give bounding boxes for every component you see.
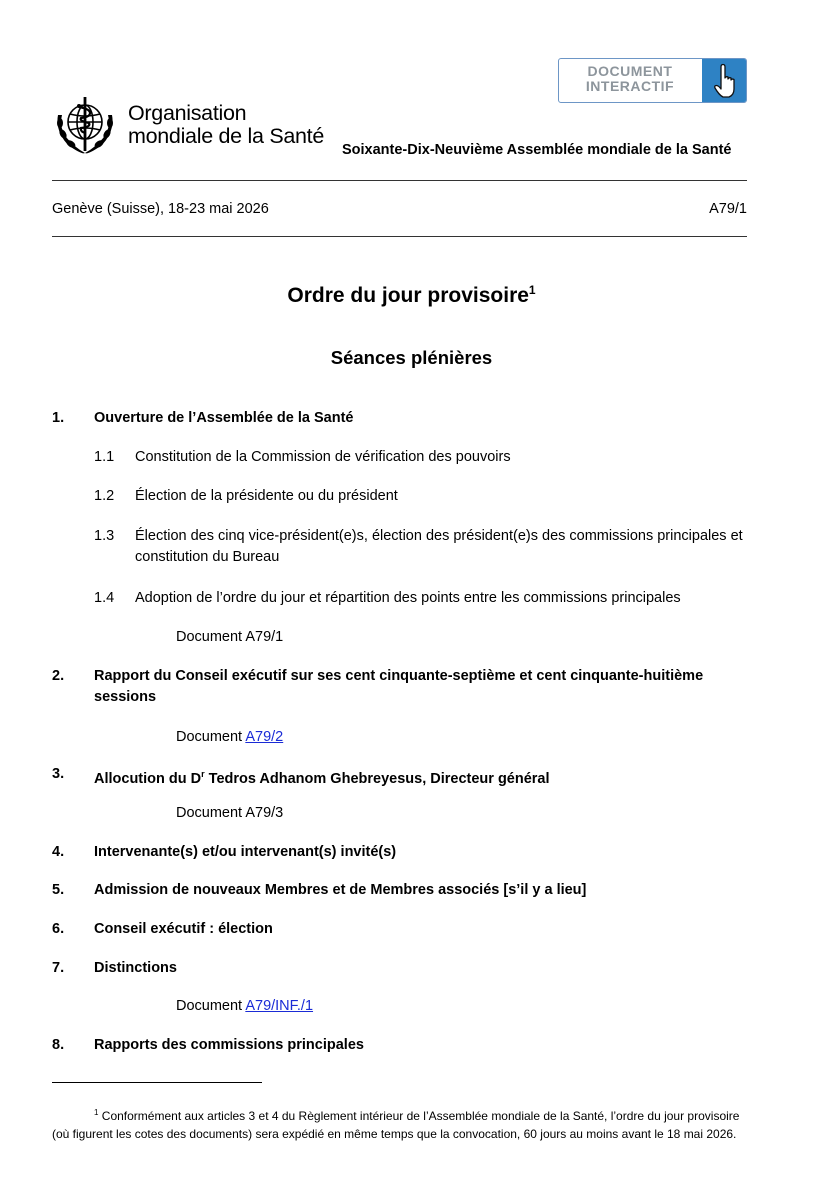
agenda-item-number: 5.	[52, 882, 65, 898]
sub-item-number: 1.1	[94, 449, 115, 465]
sub-item-number: 1.2	[94, 488, 115, 504]
footnote-divider	[52, 1082, 262, 1083]
sub-item-title: Adoption de l’ordre du jour et répartition des points entre les commissions principales	[135, 590, 681, 606]
agenda-item-number: 6.	[52, 921, 65, 937]
place-and-date: Genève (Suisse), 18-23 mai 2026	[52, 201, 269, 217]
agenda-item-number: 3.	[52, 766, 65, 782]
document-code: A79/1	[709, 201, 747, 217]
agenda-item-title: Allocution du $D^r$ Tedros Adhanom Ghebreyesus, Directeur général	[94, 769, 550, 787]
agenda-item-title: Intervenante(s) et/ou intervenant(s) invité(s)	[94, 844, 397, 860]
agenda-item-number: 4.	[52, 844, 65, 860]
agenda-item-title: Rapport du Conseil exécutif sur ses cent cinquante-septième et cent cinquante-huitième sessions	[94, 668, 704, 705]
sub-item-title: Élection de la présidente ou du président	[135, 488, 398, 504]
agenda-item-title: Conseil exécutif : élection	[94, 921, 273, 937]
header-divider-bottom	[52, 236, 747, 237]
agenda-item-number: 1.	[52, 410, 65, 426]
agenda-item-number: 7.	[52, 960, 65, 976]
organization-name: Organisation mondiale de la Santé	[128, 101, 325, 148]
document-code-label: A79/3	[245, 805, 284, 821]
page-title: Ordre du jour provisoire$^1$	[287, 283, 536, 307]
assembly-title: Soixante-Dix-Neuvième Assemblée mondiale de la Santé	[342, 142, 732, 158]
header-divider-top	[52, 180, 747, 181]
section-title: Séances plénières	[330, 347, 493, 368]
agenda-item-title: Ouverture de l’Assemblée de la Santé	[94, 410, 354, 426]
badge-label: DOCUMENT INTERACTIF	[585, 63, 675, 94]
agenda-item-title: Rapports des commissions principales	[94, 1037, 364, 1053]
agenda-item-title: Distinctions	[94, 960, 177, 976]
sub-item-title: Constitution de la Commission de vérification des pouvoirs	[135, 449, 511, 465]
sub-item-title: Élection des cinq vice-président(e)s, élection des président(e)s des commissions principales et constitution du Bureau	[135, 528, 743, 565]
agenda-item-title: Admission de nouveaux Membres et de Membres associés [s’il y a lieu]	[94, 882, 587, 898]
who-emblem-logo	[52, 93, 118, 157]
agenda-item-number: 2.	[52, 668, 65, 684]
document-reference: Document A79/1	[176, 629, 284, 645]
sub-item-number: 1.4	[94, 590, 115, 606]
document-link[interactable]: A79/2	[245, 729, 284, 745]
document-reference: Document A79/3	[176, 805, 284, 821]
hand-pointer-icon	[702, 59, 746, 102]
document-reference: Document A79/2	[176, 729, 284, 745]
footnote-reference[interactable]: 1	[528, 283, 536, 297]
interactive-document-badge[interactable]	[558, 58, 747, 103]
sub-item-number: 1.3	[94, 528, 115, 544]
footnote: $^1$ Conformément aux articles 3 et 4 du Règlement intérieur de l’Assemblée mondiale de la Santé, l’ordre du jour provisoire (où figurent les cotes des documents) sera expédié en même temps que la convocation, 60 jours au moins avant le 18 mai 2026.	[52, 1108, 740, 1141]
document-reference: Document A79/INF./1	[176, 998, 314, 1014]
document-code-label: A79/1	[245, 629, 284, 645]
document-link[interactable]: A79/INF./1	[245, 998, 314, 1014]
agenda-item-number: 8.	[52, 1037, 65, 1053]
